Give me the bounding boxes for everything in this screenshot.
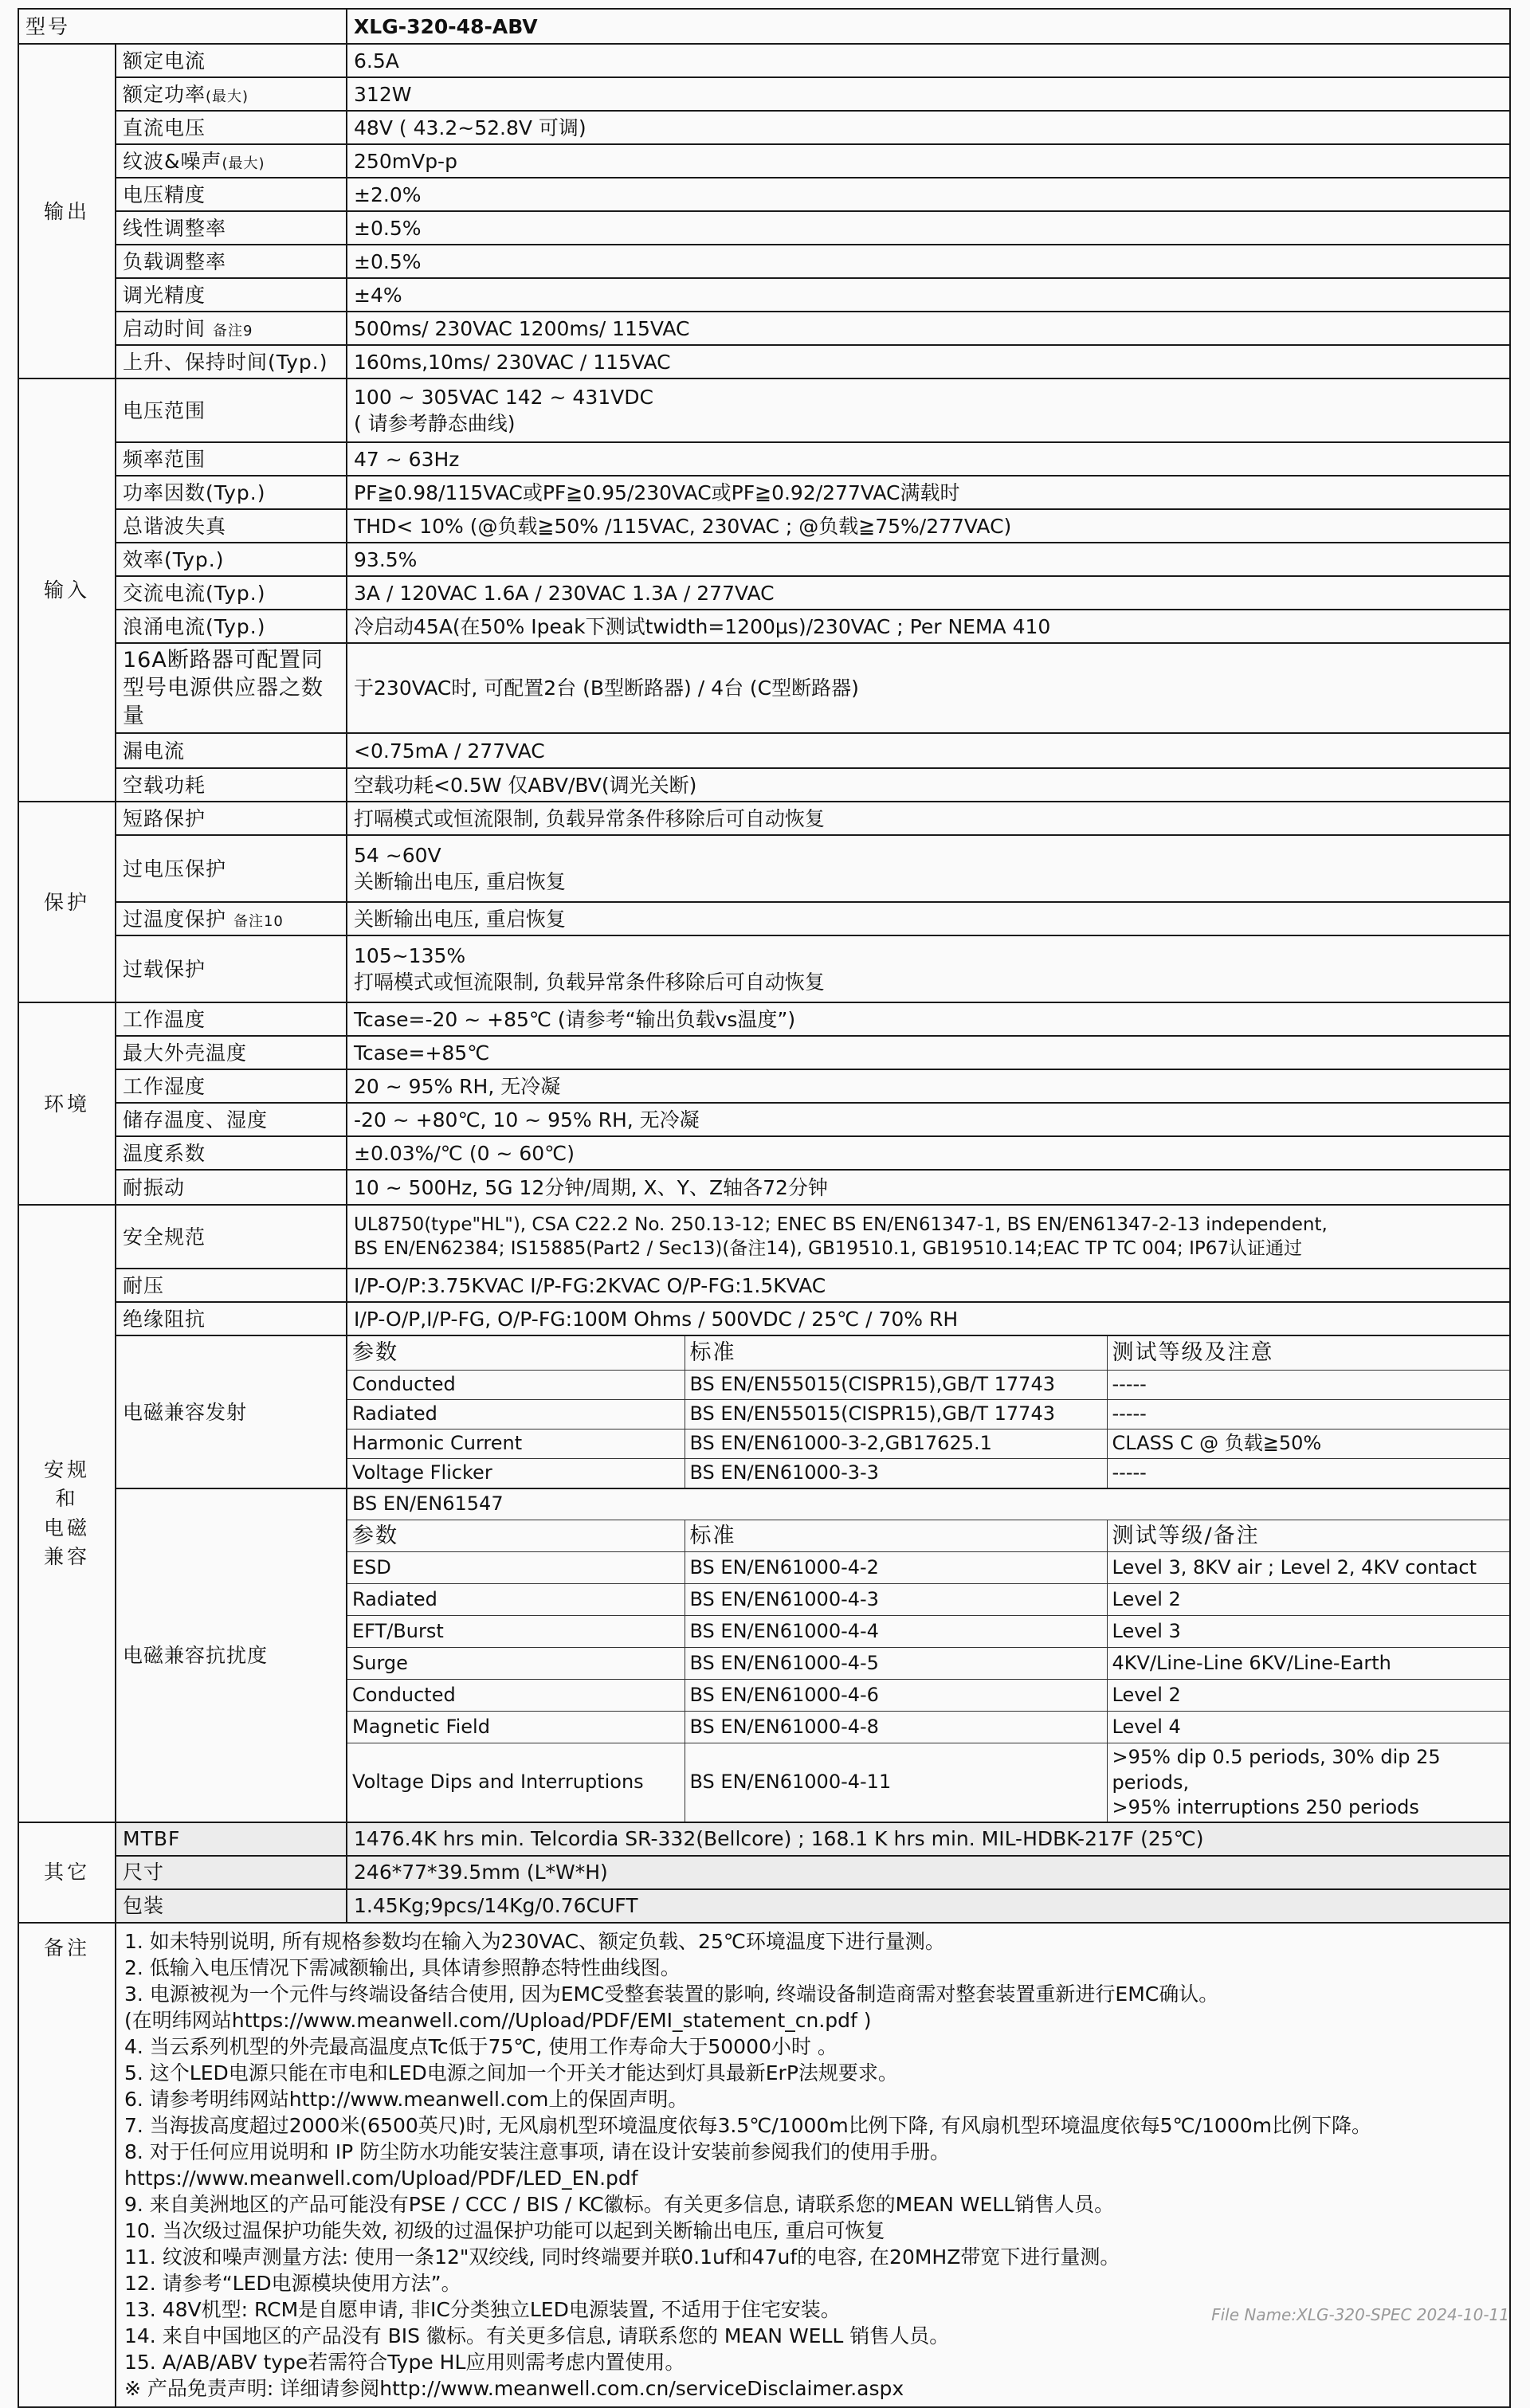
spec-label: 电磁兼容抗扰度 (116, 1488, 347, 1822)
spec-label: 过温度保护 备注10 (116, 902, 347, 935)
table-cell: ----- (1107, 1399, 1509, 1429)
table-cell: Level 2 (1107, 1680, 1509, 1712)
table-cell: ----- (1107, 1370, 1509, 1399)
spec-value: I/P-O/P:3.75KVAC I/P-FG:2KVAC O/P-FG:1.5KVAC (347, 1269, 1510, 1302)
table-cell: EFT/Burst (347, 1616, 685, 1648)
spec-value: <0.75mA / 277VAC (347, 733, 1510, 768)
spec-value: 160ms,10ms/ 230VAC / 115VAC (347, 345, 1510, 378)
spec-label: 工作湿度 (116, 1069, 347, 1103)
spec-value: 关断输出电压, 重启恢复 (347, 902, 1510, 935)
spec-value-line: 105~135% (354, 944, 466, 968)
spec-value-line: 关断输出电压, 重启恢复 (354, 870, 566, 894)
table-cell: Level 3 (1107, 1616, 1509, 1648)
note-line: 15. A/AB/ABV type若需符合Type HL应用则需考虑内置使用。 (124, 2350, 685, 2374)
spec-value: 空载功耗<0.5W 仅ABV/BV(调光关断) (347, 768, 1510, 802)
spec-value: 48V ( 43.2~52.8V 可调) (347, 111, 1510, 144)
column-header: 标准 (685, 1520, 1107, 1552)
note-line: 6. 请参考明纬网站http://www.meanwell.com上的保固声明。 (124, 2087, 688, 2111)
spec-label: 储存温度、湿度 (116, 1103, 347, 1136)
table-cell: Voltage Dips and Interruptions (347, 1743, 685, 1822)
immunity-standard: BS EN/EN61547 (347, 1489, 1509, 1520)
spec-label: 安全规范 (116, 1205, 347, 1269)
column-header: 测试等级/备注 (1107, 1520, 1509, 1552)
section-others: 其它 (18, 1822, 116, 1923)
section-environment: 环境 (18, 1002, 116, 1205)
spec-label: 耐压 (116, 1269, 347, 1302)
spec-label: 线性调整率 (116, 211, 347, 245)
spec-label: 纹波&噪声(最大) (116, 144, 347, 178)
spec-label: 耐振动 (116, 1170, 347, 1205)
note-line: 5. 这个LED电源只能在市电和LED电源之间加一个开关才能达到灯具最新ErP法规要求。 (124, 2061, 898, 2084)
spec-value (347, 935, 1510, 1002)
spec-value: 500ms/ 230VAC 1200ms/ 115VAC (347, 312, 1510, 345)
column-header: 参数 (347, 1336, 685, 1370)
spec-value: 246*77*39.5mm (L*W*H) (347, 1856, 1510, 1889)
column-header: 测试等级及注意 (1107, 1336, 1509, 1370)
spec-value: 250mVp-p (347, 144, 1510, 178)
table-cell: Magnetic Field (347, 1712, 685, 1743)
table-cell: >95% dip 0.5 periods, 30% dip 25 periods, >95% interruptions 250 periods (1107, 1743, 1509, 1822)
note-line: 8. 对于任何应用说明和 IP 防尘防水功能安装注意事项, 请在设计安装前参阅我们的使用手册。 (124, 2139, 951, 2163)
spec-label: 额定电流 (116, 44, 347, 77)
spec-value: 47 ~ 63Hz (347, 442, 1510, 476)
table-cell: BS EN/EN61000-4-4 (685, 1616, 1107, 1648)
file-name-footer: File Name:XLG-320-SPEC 2024-10-11 (1211, 2305, 1509, 2324)
note-line: 10. 当次级过温保护功能失效, 初级的过温保护功能可以起到关断输出电压, 重启可恢复 (124, 2218, 885, 2242)
spec-label: 空载功耗 (116, 768, 347, 802)
table-cell: Voltage Flicker (347, 1458, 685, 1488)
note-line: 13. 48V机型: RCM是自愿申请, 非IC分类独立LED电源装置, 不适用于住宅安装。 (124, 2297, 841, 2321)
spec-value: 20 ~ 95% RH, 无冷凝 (347, 1069, 1510, 1103)
note-line: 7. 当海拔高度超过2000米(6500英尺)时, 无风扇机型环境温度依每3.5℃/1000m比例下降, 有风扇机型环境温度依每5℃/1000m比例下降。 (124, 2113, 1371, 2137)
spec-value: 10 ~ 500Hz, 5G 12分钟/周期, X、Y、Z轴各72分钟 (347, 1170, 1510, 1205)
note-line: 3. 电源被视为一个元件与终端设备结合使用, 因为EMC受整套装置的影响, 终端设备制造商需对整套装置重新进行EMC确认。 (124, 1982, 1219, 2006)
spec-label: 浪涌电流(Typ.) (116, 610, 347, 643)
spec-label: 负载调整率 (116, 245, 347, 278)
spec-value (347, 378, 1510, 442)
table-cell: BS EN/EN61000-3-3 (685, 1458, 1107, 1488)
spec-label: 最大外壳温度 (116, 1036, 347, 1069)
table-cell: Conducted (347, 1680, 685, 1712)
table-cell: CLASS C @ 负载≧50% (1107, 1429, 1509, 1458)
note-line: 12. 请参考“LED电源模块使用方法”。 (124, 2271, 461, 2295)
spec-label: 尺寸 (116, 1856, 347, 1889)
note-line: 14. 来自中国地区的产品没有 BIS 徽标。有关更多信息, 请联系您的 MEAN WELL 销售人员。 (124, 2324, 950, 2347)
table-cell: Surge (347, 1648, 685, 1680)
table-cell: BS EN/EN61000-4-11 (685, 1743, 1107, 1822)
note-line: 11. 纹波和噪声测量方法: 使用一条12"双绞线, 同时终端要并联0.1uf和47uf的电容, 在20MHZ带宽下进行量测。 (124, 2245, 1120, 2269)
table-cell: ESD (347, 1552, 685, 1584)
spec-value: PF≧0.98/115VAC或PF≧0.95/230VAC或PF≧0.92/277VAC满载时 (347, 476, 1510, 509)
table-cell: Conducted (347, 1370, 685, 1399)
spec-label: 调光精度 (116, 278, 347, 312)
emission-table (347, 1336, 1509, 1488)
notes-list (116, 1923, 1510, 2407)
spec-value: Tcase=-20 ~ +85℃ (请参考“输出负载vs温度”) (347, 1002, 1510, 1036)
note-line: (在明纬网站https://www.meanwell.com//Upload/PDF/EMI_statement_cn.pdf ) (124, 2008, 872, 2032)
table-cell: BS EN/EN61000-4-6 (685, 1680, 1107, 1712)
spec-value-line: 打嗝模式或恒流限制, 负载异常条件移除后可自动恢复 (354, 971, 825, 994)
spec-value: THD< 10% (@负载≧50% /115VAC, 230VAC ; @负载≧75%/277VAC) (347, 509, 1510, 543)
spec-label: 短路保护 (116, 802, 347, 835)
spec-value: ±0.5% (347, 245, 1510, 278)
spec-label: 漏电流 (116, 733, 347, 768)
spec-value: 冷启动45A(在50% Ipeak下测试twidth=1200μs)/230VAC ; Per NEMA 410 (347, 610, 1510, 643)
spec-label: 温度系数 (116, 1136, 347, 1170)
immunity-table-cell (347, 1488, 1510, 1822)
spec-value: ±0.5% (347, 211, 1510, 245)
table-cell: Harmonic Current (347, 1429, 685, 1458)
spec-value-line: UL8750(type"HL"), CSA C22.2 No. 250.13-12; ENEC BS EN/EN61347-1, BS EN/EN61347-2-13 independent, (354, 1214, 1328, 1235)
spec-label: 启动时间 备注9 (116, 312, 347, 345)
section-protection: 保护 (18, 802, 116, 1002)
spec-value: 1.45Kg;9pcs/14Kg/0.76CUFT (347, 1889, 1510, 1923)
note-line: 1. 如未特别说明, 所有规格参数均在输入为230VAC、额定负载、25℃环境温度下进行量测。 (124, 1929, 945, 1953)
spec-label: 过电压保护 (116, 835, 347, 902)
table-cell: BS EN/EN55015(CISPR15),GB/T 17743 (685, 1399, 1107, 1429)
spec-value: 93.5% (347, 543, 1510, 576)
spec-value-line: 54 ~60V (354, 844, 441, 868)
spec-value: 1476.4K hrs min. Telcordia SR-332(Bellcore) ; 168.1 K hrs min. MIL-HDBK-217F (25℃) (347, 1822, 1510, 1856)
spec-label: 电磁兼容发射 (116, 1335, 347, 1488)
note-line: 4. 当云系列机型的外壳最高温度点Tc低于75℃, 使用工作寿命大于50000小时 。 (124, 2034, 838, 2058)
spec-value: ±2.0% (347, 178, 1510, 211)
table-cell: Radiated (347, 1584, 685, 1616)
spec-value (347, 835, 1510, 902)
spec-label: 总谐波失真 (116, 509, 347, 543)
spec-value: 于230VAC时, 可配置2台 (B型断路器) / 4台 (C型断路器) (347, 643, 1510, 733)
section-notes: 备注 (18, 1923, 116, 2407)
spec-value-line: 100 ~ 305VAC 142 ~ 431VDC (354, 386, 653, 409)
spec-label: 电压范围 (116, 378, 347, 442)
column-header: 参数 (347, 1520, 685, 1552)
spec-value: 312W (347, 77, 1510, 111)
table-cell: BS EN/EN61000-4-2 (685, 1552, 1107, 1584)
spec-value: I/P-O/P,I/P-FG, O/P-FG:100M Ohms / 500VDC / 25℃ / 70% RH (347, 1302, 1510, 1335)
spec-label: 额定功率(最大) (116, 77, 347, 111)
spec-label: 上升、保持时间(Typ.) (116, 345, 347, 378)
spec-value: Tcase=+85℃ (347, 1036, 1510, 1069)
immunity-table (347, 1489, 1509, 1822)
spec-label: 绝缘阻抗 (116, 1302, 347, 1335)
table-cell: Level 3, 8KV air ; Level 2, 4KV contact (1107, 1552, 1509, 1584)
section-output: 输出 (18, 44, 116, 378)
spec-value: 3A / 120VAC 1.6A / 230VAC 1.3A / 277VAC (347, 576, 1510, 610)
spec-label: 频率范围 (116, 442, 347, 476)
spec-label: 包装 (116, 1889, 347, 1923)
table-cell: Radiated (347, 1399, 685, 1429)
table-cell: BS EN/EN55015(CISPR15),GB/T 17743 (685, 1370, 1107, 1399)
note-line: https://www.meanwell.com/Upload/PDF/LED_EN.pdf (124, 2166, 638, 2190)
table-cell: BS EN/EN61000-3-2,GB17625.1 (685, 1429, 1107, 1458)
table-cell: BS EN/EN61000-4-3 (685, 1584, 1107, 1616)
emission-table-cell (347, 1335, 1510, 1488)
spec-table (18, 8, 1511, 2408)
spec-value (347, 1205, 1510, 1269)
note-line: ※ 产品免责声明: 详细请参阅http://www.meanwell.com.cn/serviceDisclaimer.aspx (124, 2376, 904, 2400)
spec-label: 交流电流(Typ.) (116, 576, 347, 610)
table-cell: Level 4 (1107, 1712, 1509, 1743)
column-header: 标准 (685, 1336, 1107, 1370)
spec-value: ±4% (347, 278, 1510, 312)
section-safety-emc: 安规 和 电磁 兼容 (18, 1205, 116, 1822)
spec-value: 6.5A (347, 44, 1510, 77)
spec-value: 打嗝模式或恒流限制, 负载异常条件移除后可自动恢复 (347, 802, 1510, 835)
table-cell: ----- (1107, 1458, 1509, 1488)
spec-label: 16A断路器可配置同型号电源供应器之数量 (116, 643, 347, 733)
spec-value: ±0.03%/℃ (0 ~ 60℃) (347, 1136, 1510, 1170)
section-input: 输入 (18, 378, 116, 802)
spec-label: 功率因数(Typ.) (116, 476, 347, 509)
note-line: 9. 来自美洲地区的产品可能没有PSE / CCC / BIS / KC徽标。有关更多信息, 请联系您的MEAN WELL销售人员。 (124, 2192, 1115, 2216)
table-cell: 4KV/Line-Line 6KV/Line-Earth (1107, 1648, 1509, 1680)
model-value: XLG-320-48-ABV (347, 9, 1510, 44)
spec-label: 直流电压 (116, 111, 347, 144)
spec-label: 电压精度 (116, 178, 347, 211)
spec-value-line: BS EN/EN62384; IS15885(Part2 / Sec13)(备注14), GB19510.1, GB19510.14;EAC TP TC 004; IP67认证通过 (354, 1238, 1302, 1260)
table-cell: Level 2 (1107, 1584, 1509, 1616)
spec-label: MTBF (116, 1822, 347, 1856)
spec-label: 过载保护 (116, 935, 347, 1002)
spec-value-line: ( 请参考静态曲线) (354, 412, 516, 435)
model-label: 型号 (18, 9, 347, 44)
table-cell: BS EN/EN61000-4-5 (685, 1648, 1107, 1680)
spec-label: 效率(Typ.) (116, 543, 347, 576)
note-line: 2. 低输入电压情况下需减额输出, 具体请参照静态特性曲线图。 (124, 1955, 681, 1979)
spec-value: -20 ~ +80℃, 10 ~ 95% RH, 无冷凝 (347, 1103, 1510, 1136)
spec-label: 工作温度 (116, 1002, 347, 1036)
table-cell: BS EN/EN61000-4-8 (685, 1712, 1107, 1743)
